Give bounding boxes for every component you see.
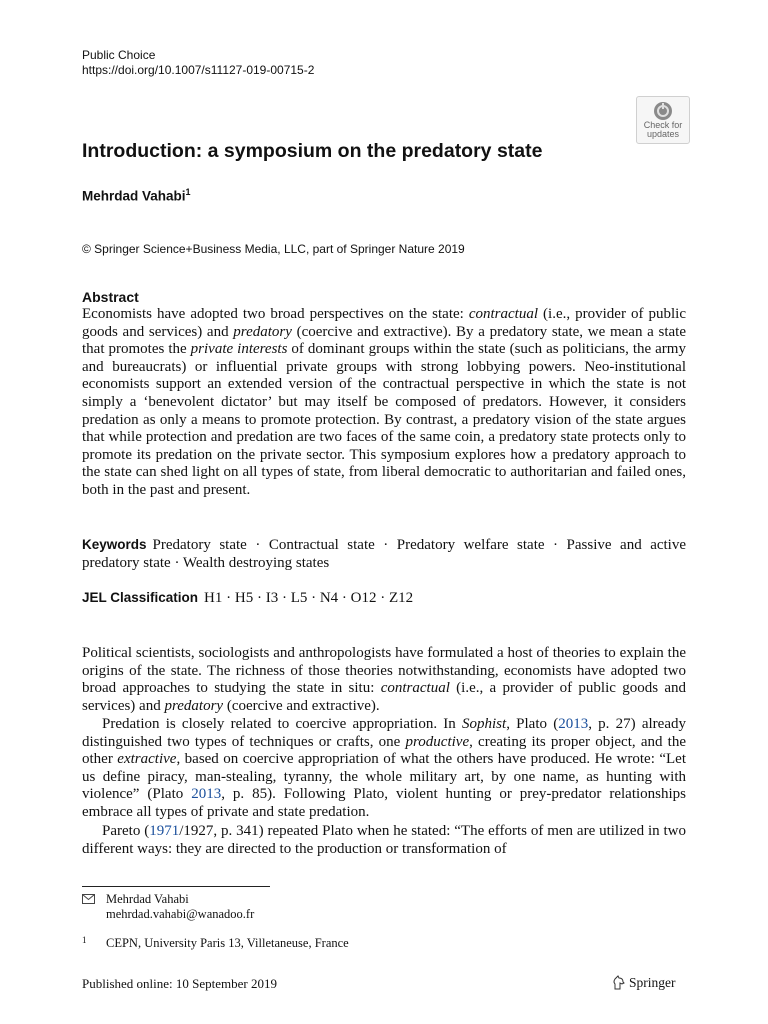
keywords (82, 536, 686, 572)
jel-heading: JEL Classification (82, 590, 199, 605)
check-for-updates-badge[interactable] (636, 96, 690, 144)
author-name[interactable]: Mehrdad Vahabi (82, 188, 186, 204)
jel-classification (82, 589, 686, 608)
body-paragraph-2: Predation is closely related to coercive appropriation. In Sophist, Plato (2013, p. 27) already distinguished two types of techniques or crafts, one productive, creating its proper object, and the other extractive, based on coercive appropriation of what the others have produced. He wrote: “Let us define piracy, man-stealing, tyranny, the whole military art, by one name, as hunting with violence” (Plato 2013, p. 85). Following Plato, violent hunting or prey-predator relationships embrace all types of private and state predation. (82, 716, 687, 820)
published-date: Published online: 10 September 2019 (82, 976, 277, 991)
publisher-name: Springer (629, 975, 676, 990)
springer-horse-icon (612, 975, 626, 990)
abstract-text: Economists have adopted two broad perspectives on the state: contractual (i.e., provider of public goods and services) and predatory (coercive and extractive). By a predatory state, we mean a state that promotes the private interests of dominant groups within the state (such as politicians, the army and bureaucrats) or influential private groups with strong lobbying powers. Neo-institutional economists support an extended version of the contractual perspective in which the state is not simply a ‘benevolent dictator’ but may itself be composed of predators. However, it considers predation as only a means to promote protection. By contrast, a predatory vision of the state argues that while protection and predation are two faces of the same coin, a predatory state protects only to promote its predation on the private sector. This symposium explores how a predatory approach to the state can shed light on all types of state, from liberal democratic to authoritarian and failed ones, both in the past and present. (82, 306, 686, 498)
article-title: Introduction: a symposium on the predatory state (82, 140, 543, 162)
jel-codes: H1 · H5 · I3 · L5 · N4 · O12 · Z12 (204, 590, 414, 606)
body-paragraph-3: Pareto (1971/1927, p. 341) repeated Plato when he stated: “The efforts of men are utilized in two different ways: they are directed to the production or transformation of (82, 823, 686, 857)
author-affil-mark[interactable]: 1 (185, 187, 191, 197)
envelope-icon (82, 893, 95, 907)
corresponding-author-email[interactable]: mehrdad.vahabi@wanadoo.fr (106, 907, 255, 921)
doi-link[interactable]: https://doi.org/10.1007/s11127-019-00715-2 (82, 63, 315, 77)
affiliation-text: CEPN, University Paris 13, Villetaneuse, France (106, 936, 349, 950)
keywords-list: Predatory state · Contractual state · Predatory welfare state · Passive and active predatory state · Wealth destroying states (82, 537, 686, 571)
citation-pareto-1971[interactable]: 1971 (149, 823, 180, 839)
footnote-divider (82, 886, 270, 887)
copyright-notice: © Springer Science+Business Media, LLC, part of Springer Nature 2019 (82, 242, 465, 256)
badge-label-line2: updates (646, 129, 680, 139)
affiliation-mark: 1 (82, 935, 87, 945)
body-paragraph-1: Political scientists, sociologists and anthropologists have formulated a host of theories to explain the origins of the state. The richness of those theories notwithstanding, economists have adopted two broad approaches to studying the state in situ: contractual (i.e., a provider of public goods and services) and predatory (coercive and extractive). (82, 645, 687, 714)
author-line (82, 187, 191, 204)
citation-plato-2013[interactable]: 2013 (191, 786, 222, 803)
check-updates-icon (653, 101, 673, 121)
corresponding-author-name: Mehrdad Vahabi (106, 892, 189, 906)
publisher-logo (612, 975, 676, 991)
badge-label-line1: Check for (643, 120, 683, 130)
journal-name: Public Choice (82, 48, 156, 62)
keywords-heading: Keywords (82, 537, 147, 552)
citation-plato-2013[interactable]: 2013 (558, 716, 589, 732)
abstract-heading: Abstract (82, 289, 139, 305)
